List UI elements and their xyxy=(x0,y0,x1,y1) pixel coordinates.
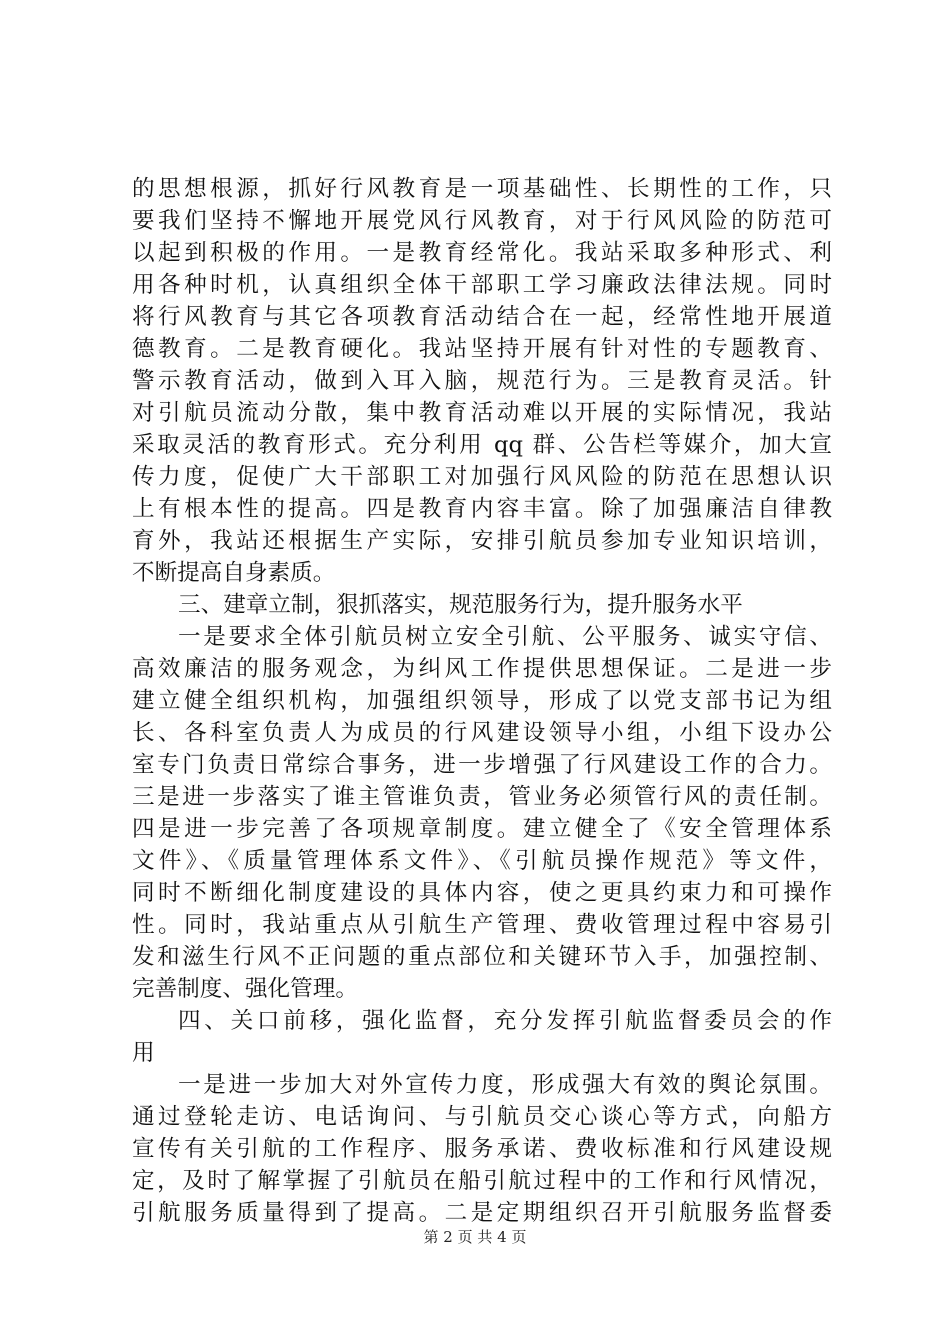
text-line: 德教育。二是教育硬化。我站坚持开展有针对性的专题教育、 xyxy=(132,336,832,362)
text-line: 要我们坚持不懈地开展党风行风教育，对于行风风险的防范可 xyxy=(132,208,832,234)
text-line: 高效廉洁的服务观念，为纠风工作提供思想保证。二是进一步 xyxy=(132,656,832,682)
text-line: 通过登轮走访、电话询问、与引航员交心谈心等方式，向船方 xyxy=(132,1104,832,1130)
text-line: 对引航员流动分散，集中教育活动难以开展的实际情况，我站 xyxy=(132,400,832,426)
section-heading-4-cont: 用 xyxy=(132,1040,155,1066)
text-line: 一是进一步加大对外宣传力度，形成强大有效的舆论氛围。 xyxy=(178,1072,832,1098)
section-heading-4: 四、关口前移，强化监督，充分发挥引航监督委员会的作 xyxy=(178,1008,832,1034)
text-line: 文件》、《质量管理体系文件》、《引航员操作规范》等文件， xyxy=(132,848,832,874)
text-line: 完善制度、强化管理。 xyxy=(132,976,358,1002)
text-line: 宣传有关引航的工作程序、服务承诺、费收标准和行风建设规 xyxy=(132,1136,832,1162)
text-line: 将行风教育与其它各项教育活动结合在一起，经常性地开展道 xyxy=(132,304,832,330)
text-line: 三是进一步落实了谁主管谁负责，管业务必须管行风的责任制。 xyxy=(132,784,832,810)
section-heading-3: 三、建章立制，狠抓落实，规范服务行为，提升服务水平 xyxy=(178,592,743,618)
text-line: 不断提高自身素质。 xyxy=(132,560,336,586)
text-line: 长、各科室负责人为成员的行风建设领导小组，小组下设办公 xyxy=(132,720,832,746)
text-line: 用各种时机，认真组织全体干部职工学习廉政法律法规。同时 xyxy=(132,272,832,298)
document-body xyxy=(132,173,832,1229)
text-line: 定，及时了解掌握了引航员在船引航过程中的工作和行风情况， xyxy=(132,1168,832,1194)
text-line: 上有根本性的提高。四是教育内容丰富。除了加强廉洁自律教 xyxy=(132,496,832,522)
text-line: 四是进一步完善了各项规章制度。建立健全了《安全管理体系 xyxy=(132,816,832,842)
text-line: 育外，我站还根据生产实际，安排引航员参加专业知识培训， xyxy=(132,528,832,554)
text-line: 引航服务质量得到了提高。二是定期组织召开引航服务监督委 xyxy=(132,1200,832,1226)
text-line: 性。同时，我站重点从引航生产管理、费收管理过程中容易引 xyxy=(132,912,832,938)
text-line: 一是要求全体引航员树立安全引航、公平服务、诚实守信、 xyxy=(178,624,832,650)
text-line: 的思想根源，抓好行风教育是一项基础性、长期性的工作，只 xyxy=(132,176,832,202)
page-footer: 第 2 页 共 4 页 xyxy=(423,1228,527,1246)
text-line: 以起到积极的作用。一是教育经常化。我站采取多种形式、利 xyxy=(132,240,832,266)
text-line: 采取灵活的教育形式。充分利用 qq 群、公告栏等媒介，加大宣 xyxy=(132,432,832,458)
text-line: 室专门负责日常综合事务，进一步增强了行风建设工作的合力。 xyxy=(132,752,832,778)
text-line: 传力度，促使广大干部职工对加强行风风险的防范在思想认识 xyxy=(132,464,832,490)
text-line: 警示教育活动，做到入耳入脑，规范行为。三是教育灵活。针 xyxy=(132,368,832,394)
text-line: 同时不断细化制度建设的具体内容，使之更具约束力和可操作 xyxy=(132,880,832,906)
text-line: 建立健全组织机构，加强组织领导，形成了以党支部书记为组 xyxy=(132,688,832,714)
text-line: 发和滋生行风不正问题的重点部位和关键环节入手，加强控制、 xyxy=(132,944,832,970)
